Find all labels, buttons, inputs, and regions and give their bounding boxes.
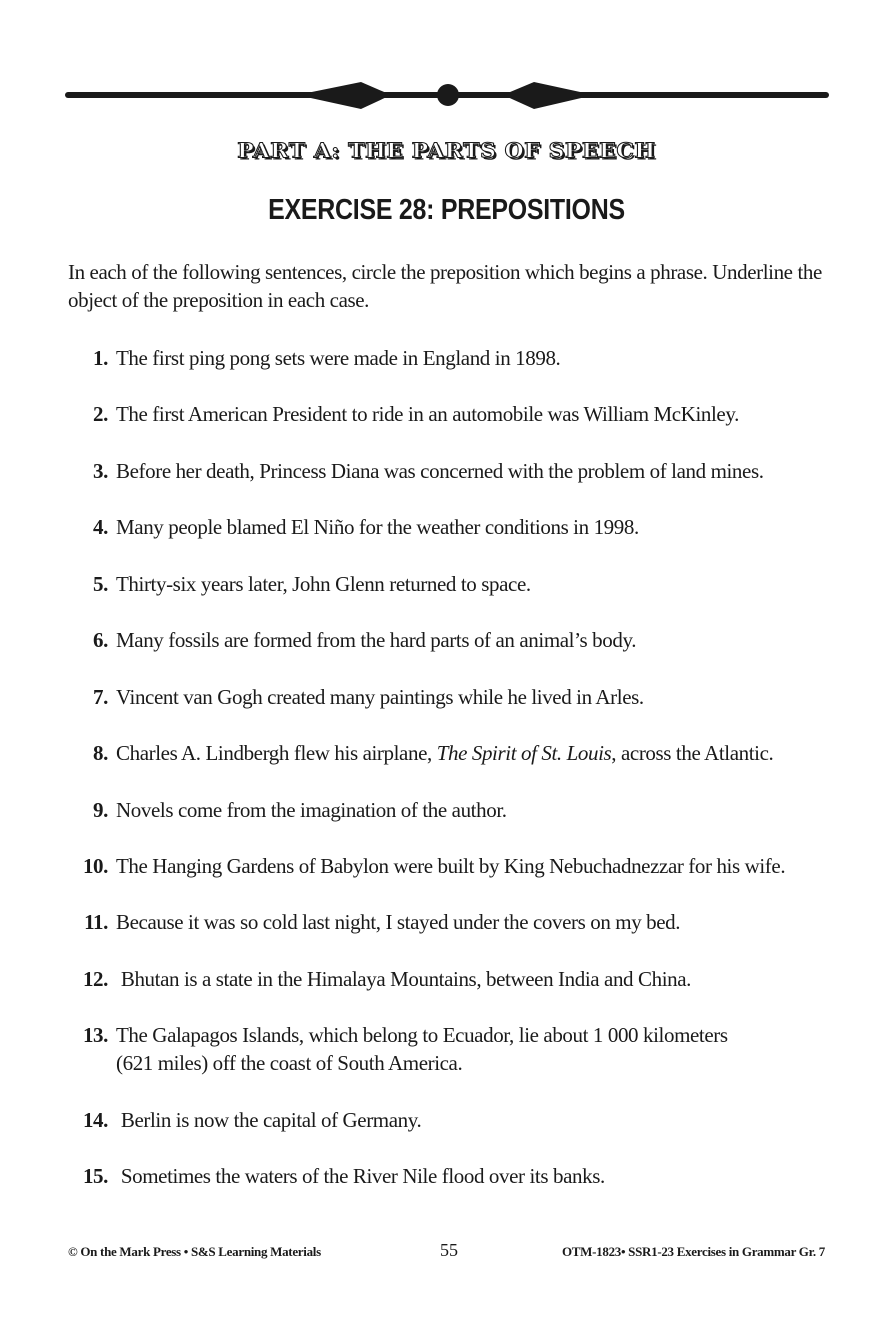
exercise-title: EXERCISE 28: PREPOSITIONS (268, 194, 625, 226)
item-sentence: Berlin is now the capital of Germany. (116, 1108, 422, 1132)
item-number: 9. (93, 798, 108, 822)
exercise-item (68, 1106, 828, 1134)
item-sentence: Sometimes the waters of the River Nile flood over its banks. (116, 1164, 605, 1188)
item-sentence (108, 739, 828, 767)
item-number: 6. (93, 628, 108, 652)
item-number: 8. (93, 741, 108, 765)
exercise-item (68, 683, 828, 711)
item-sentence (108, 1021, 828, 1077)
item-sentence: Many people blamed El Niño for the weather conditions in 1998. (116, 515, 639, 539)
sentence-part: , across the Atlantic. (611, 741, 774, 765)
exercise-item (68, 852, 828, 880)
ornamental-divider-icon (64, 78, 830, 114)
item-number: 15. (82, 1164, 108, 1188)
footer-copyright: © On the Mark Press • S&S Learning Materials (68, 1244, 321, 1259)
exercise-item (68, 457, 828, 485)
item-number: 2. (93, 402, 108, 426)
item-sentence: The first American President to ride in an automobile was William McKinley. (116, 402, 739, 426)
exercise-item (68, 739, 828, 767)
item-sentence: Many fossils are formed from the hard parts of an animal’s body. (116, 628, 637, 652)
sentence-line-2: (621 miles) off the coast of South America. (116, 1051, 463, 1075)
airplane-name-italic: The Spirit of St. Louis (436, 741, 612, 765)
exercise-item (68, 965, 828, 993)
exercise-item (68, 344, 828, 372)
item-number: 10. (82, 854, 108, 878)
exercise-item (68, 626, 828, 654)
exercise-item (68, 513, 828, 541)
item-sentence: The first ping pong sets were made in England in 1898. (116, 346, 561, 370)
item-sentence: Before her death, Princess Diana was concerned with the problem of land mines. (116, 459, 764, 483)
exercise-item (68, 570, 828, 598)
item-number: 12. (82, 967, 108, 991)
item-number: 7. (93, 685, 108, 709)
exercise-item (68, 400, 828, 428)
item-sentence: Vincent van Gogh created many paintings while he lived in Arles. (116, 685, 644, 709)
item-number: 3. (93, 459, 108, 483)
part-title: PART A: THE PARTS OF SPEECH (237, 139, 656, 163)
item-sentence: Novels come from the imagination of the author. (116, 798, 507, 822)
item-number: 13. (82, 1023, 108, 1047)
item-number: 11. (84, 910, 108, 934)
item-sentence: Bhutan is a state in the Himalaya Mountains, between India and China. (116, 967, 692, 991)
exercise-item (68, 1162, 828, 1190)
item-number: 4. (93, 515, 108, 539)
sentence-line-1: The Galapagos Islands, which belong to Ecuador, lie about 1 000 kilometers (116, 1023, 728, 1047)
instructions: In each of the following sentences, circle the preposition which begins a phrase. Underline the object of the preposition in each case. (68, 260, 822, 312)
item-number: 14. (82, 1108, 108, 1132)
item-sentence: Because it was so cold last night, I stayed under the covers on my bed. (116, 910, 681, 934)
sentence-part: Charles A. Lindbergh flew his airplane, (116, 741, 437, 765)
page-number: 55 (440, 1240, 458, 1260)
page-footer (68, 1242, 825, 1262)
item-number: 1. (93, 346, 108, 370)
footer-product-code: OTM-1823• SSR1-23 Exercises in Grammar Gr. 7 (561, 1244, 825, 1259)
item-sentence: Thirty-six years later, John Glenn returned to space. (116, 572, 531, 596)
item-sentence: The Hanging Gardens of Babylon were built by King Nebuchadnezzar for his wife. (116, 854, 786, 878)
exercise-item (68, 796, 828, 824)
exercise-item (68, 1021, 828, 1077)
item-number: 5. (93, 572, 108, 596)
exercise-item (68, 908, 828, 936)
